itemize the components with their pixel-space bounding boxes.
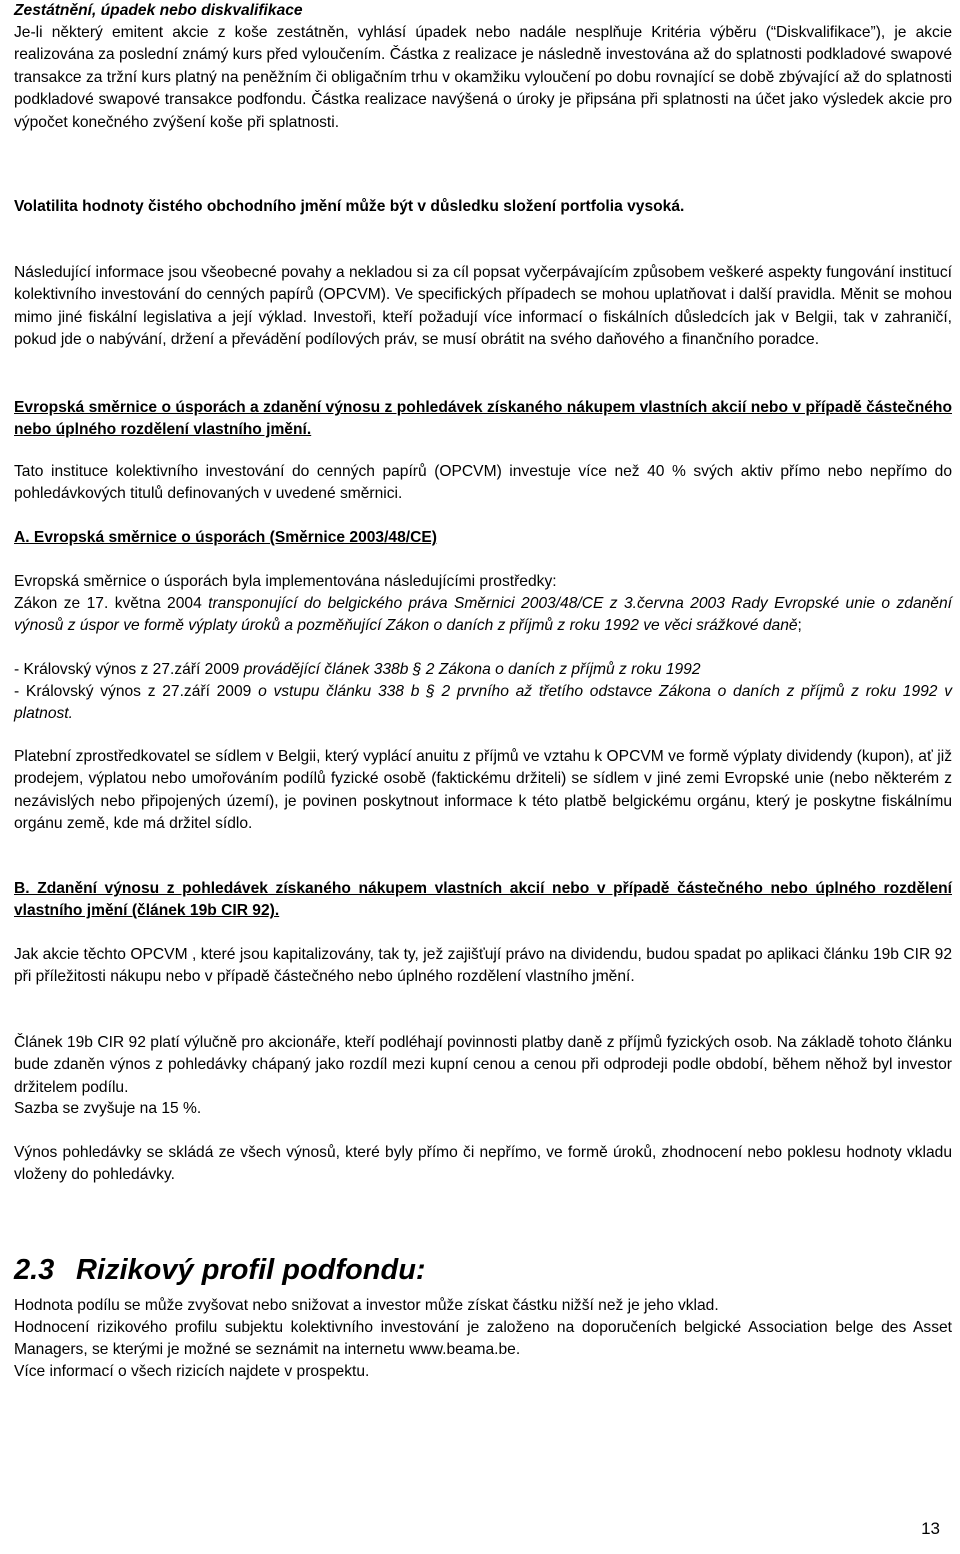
risk-profile-title: Rizikový profil podfondu: (76, 1254, 426, 1286)
volatility-note: Volatilita hodnoty čistého obchodního jmění může být v důsledku složení portfolia vysoká. (14, 198, 685, 215)
law-title: transponující do belgického práva Směrnici 2003/48/CE z 3.června 2003 Rady Evropské unie o zdanění výnosů z úspor ve formě výplaty úroků a pozměňující Zákon o daních z příjmů z roku 1992 ve věci srážkové daně (14, 595, 952, 635)
disqualification-title: Zestátnění, úpadek nebo diskvalifikace (14, 2, 303, 19)
decree-1-title: provádějící článek 338b § 2 Zákona o daních z příjmů z roku 1992 (243, 661, 701, 678)
decree-2-prefix: - Královský výnos z 27.září 2009 (14, 683, 259, 700)
disqualification-body (14, 22, 952, 134)
section-b-paragraph-1: Jak akcie těchto OPCVM , které jsou kapitalizovány, tak ty, jež zajišťují právo na dividendu, budou spadat po aplikaci článku 19b CIR 92 při příležitosti nákupu nebo v případě částečného nebo úplného rozdělení vlastního jmění. (14, 946, 952, 986)
section-b-heading: B. Zdanění výnosu z pohledávek získaného nákupem vlastních akcií nebo v případě částečného nebo úplného rozdělení vlastního jmění (článek 19b CIR 92). (14, 880, 952, 920)
section-a-decree-1 (14, 659, 952, 681)
page-number: 13 (921, 1519, 940, 1538)
eu-directive-heading: Evropská směrnice o úsporách a zdanění výnosu z pohledávek získaného nákupem vlastních akcií nebo v případě částečného nebo úplného rozdělení vlastního jmění. (14, 399, 952, 439)
section-a-heading: A. Evropská směrnice o úsporách (Směrnice 2003/48/CE) (14, 529, 437, 546)
section-a-intro: Evropská směrnice o úsporách byla implementována následujícími prostředky: (14, 573, 557, 590)
law-prefix: Zákon ze 17. května 2004 (14, 595, 209, 612)
section-b-paragraph-4: Výnos pohledávky se skládá ze všech výnosů, které byly přímo či nepřímo, ve formě úroků, zhodnocení nebo poklesu hodnoty vkladu vloženy do pohledávky. (14, 1144, 952, 1184)
section-a-paying-agent: Platební zprostředkovatel se sídlem v Belgii, který vyplácí anuitu z příjmů ve vztahu k OPCVM ve formě výplaty dividendy (kupon), ať již prodejem, výplatou nebo umořováním podílů fyzické osobě (faktickému držiteli) se sídlem v jiné zemi Evropské unie (nebo některém z nezávislých nebo připojených území), je povinen poskytnout informace k této platbě belgickému orgánu, který je poskytne fiskálnímu orgánu země, kde má držitel sídlo. (14, 748, 952, 833)
section-a-decree-2 (14, 681, 952, 726)
decree-1-prefix: - Královský výnos z 27.září 2009 (14, 661, 244, 678)
disqualification-body-b: Částka realizace navýšená o úroky je připsána při splatnosti na účet jako výsledek akcie pro výpočet konečného zvýšení koše při splatnosti. (14, 91, 952, 131)
decree-2-title: o vstupu článku 338 b § 2 prvního až třetího odstavce Zákona o daních z příjmů z roku 1992 v platnost. (14, 683, 952, 723)
risk-profile-heading (14, 1253, 426, 1287)
section-a-law (14, 593, 952, 638)
opcvm-invests-paragraph: Tato instituce kolektivního investování do cenných papírů (OPCVM) investuje více než 40 % svých aktiv přímo nebo nepřímo do pohledávkových titulů definovaných v uvedené směrnici. (14, 463, 952, 503)
law-suffix: ; (797, 617, 802, 635)
risk-profile-line-2: Hodnocení rizikového profilu subjektu kolektivního investování je založeno na doporučeních belgické Association belge des Asset Managers, se kterými je možné se seznámit na internetu www.beama.be. (14, 1319, 952, 1359)
disqualification-body-a: Je-li některý emitent akcie z koše zestátněn, vyhlásí úpadek nebo nadále nesplňuje Kritéria výběru (“Diskvalifikace”), je akcie realizována za poslední známý kurs před vyloučením. Částka z realizace je následně investována až do splatnosti podkladové swapové transakce za tržní kurs platný na peněžním či obligačním trhu v okamžiku vyloučení po dobu rovnající se době zbývající až do splatnosti podkladové swapové transakce podfondu. (14, 24, 952, 109)
general-info-paragraph: Následující informace jsou všeobecné povahy a nekladou si za cíl popsat vyčerpávajícím způsobem veškeré aspekty fungování institucí kolektivního investování do cenných papírů (OPCVM). Ve specifických případech se mohou uplatňovat i další pravidla. Měnit se mohou mimo jiné fiskální legislativa a její výklad. Investoři, kteří požadují více informací o fiskálních důsledcích jak v Belgii, tak v zahraničí, pokud jde o nabývání, držení a převádění podílových práv, se musí obrátit na svého daňového a finančního poradce. (14, 264, 952, 349)
risk-profile-line-3: Více informací o všech rizicích najdete v prospektu. (14, 1363, 370, 1380)
section-b-paragraph-2: Článek 19b CIR 92 platí výlučně pro akcionáře, kteří podléhají povinnosti platby daně z příjmů fyzických osob. Na základě tohoto článku bude zdaněn výnos z pohledávky chápaný jako rozdíl mezi kupní cenou a cenou při odprodeji podle období, během něhož byl investor držitelem podílu. (14, 1034, 952, 1096)
section-b-paragraph-3: Sazba se zvyšuje na 15 %. (14, 1100, 202, 1117)
risk-profile-number: 2.3 (14, 1254, 55, 1286)
risk-profile-line-1: Hodnota podílu se může zvyšovat nebo snižovat a investor může získat částku nižší než je jeho vklad. (14, 1297, 719, 1314)
